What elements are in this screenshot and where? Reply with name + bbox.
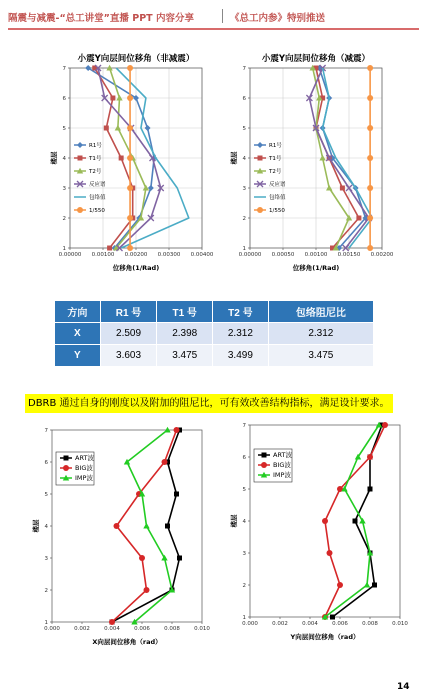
table-header-cell: 包络阻尼比	[268, 301, 373, 323]
data-point	[127, 125, 133, 131]
table-cell: 3.499	[213, 345, 269, 367]
y-axis-label: 楼层	[50, 151, 58, 165]
table-row	[55, 323, 374, 345]
y-tick-label: 7	[242, 423, 246, 429]
table-cell: 2.312	[213, 323, 269, 345]
x-tick-label: 0.008	[362, 621, 378, 627]
y-tick-label: 7	[62, 66, 66, 72]
data-point	[119, 156, 124, 161]
data-point	[177, 556, 182, 561]
x-tick-label: 0.006	[332, 621, 348, 627]
y-tick-label: 6	[62, 96, 66, 102]
data-point	[330, 615, 335, 620]
x-tick-label: 0.00050	[271, 252, 295, 258]
data-point	[368, 487, 373, 492]
damping-ratio-table	[54, 300, 374, 367]
table-cell: 2.509	[100, 323, 157, 345]
y-tick-label: 4	[242, 156, 246, 162]
x-tick-label: 0.00200	[124, 252, 148, 258]
table-header-cell: T1 号	[157, 301, 213, 323]
x-tick-label: 0.00200	[370, 252, 394, 258]
table-header-cell: R1 号	[100, 301, 157, 323]
data-point	[104, 126, 109, 131]
data-point	[367, 185, 373, 191]
y-tick-label: 1	[242, 246, 246, 252]
x-tick-label: 0.000	[242, 621, 258, 627]
legend-label: R1号	[89, 143, 102, 149]
data-point	[337, 582, 343, 588]
chart-svg	[230, 50, 394, 290]
header-left-title: 隔震与减震-“总工讲堂”直播 PPT 内容分享	[8, 13, 194, 24]
y-tick-label: 2	[242, 216, 246, 222]
data-point	[359, 518, 365, 524]
y-tick-label: 4	[44, 524, 48, 530]
legend-label: R1号	[269, 143, 282, 149]
data-point	[115, 125, 121, 131]
data-point	[367, 65, 373, 71]
y-tick-label: 6	[242, 96, 246, 102]
data-point	[356, 216, 361, 221]
legend-label: IMP波	[75, 474, 93, 482]
x-tick-label: 0.00100	[91, 252, 115, 258]
y-tick-label: 2	[44, 588, 48, 594]
chart-title: 小震Y向层间位移角（非减震）	[77, 54, 195, 64]
y-tick-label: 5	[44, 492, 48, 498]
data-point	[382, 422, 388, 428]
legend-label: T1号	[89, 156, 102, 162]
legend-label: T2号	[89, 169, 102, 175]
data-point	[107, 246, 112, 251]
x-tick-label: 0.006	[134, 626, 150, 632]
y-tick-label: 5	[242, 126, 246, 132]
data-point	[364, 582, 370, 588]
table-header-cell: 方向	[55, 301, 101, 323]
legend-label: 包络值	[269, 195, 286, 201]
chart-title: 小震Y向层间位移角（减震）	[261, 54, 371, 64]
data-point	[139, 555, 145, 561]
header-underline	[8, 28, 419, 30]
data-point	[143, 523, 149, 529]
data-point	[353, 519, 358, 524]
table-cell: 2.398	[157, 323, 213, 345]
data-point	[257, 207, 263, 213]
x-tick-label: 0.002	[74, 626, 90, 632]
legend-label: T2号	[269, 169, 282, 175]
data-point	[367, 245, 373, 251]
data-point	[165, 524, 170, 529]
x-tick-label: 0.00150	[337, 252, 361, 258]
data-point	[143, 185, 149, 191]
y-tick-label: 7	[44, 428, 48, 434]
x-tick-label: 0.00300	[157, 252, 181, 258]
table-row	[55, 345, 374, 367]
chart-svg	[228, 415, 408, 655]
data-point	[367, 454, 373, 460]
x-tick-label: 0.00100	[304, 252, 328, 258]
table-header-cell: T2 号	[213, 301, 269, 323]
y-tick-label: 4	[242, 519, 246, 525]
x-tick-label: 0.00400	[190, 252, 214, 258]
legend-label: ART波	[273, 451, 292, 459]
data-point	[161, 555, 167, 561]
data-point	[257, 142, 263, 148]
x-tick-label: 0.008	[164, 626, 180, 632]
header-separator	[222, 9, 223, 23]
legend-label: 1/550	[269, 208, 285, 214]
x-tick-label: 0.004	[302, 621, 318, 627]
data-point	[64, 456, 69, 461]
data-point	[262, 453, 267, 458]
data-point	[367, 155, 373, 161]
y-tick-label: 5	[62, 126, 66, 132]
x-axis-label: Y向层间位移角（rad）	[290, 633, 360, 641]
legend-label: BIG波	[75, 464, 93, 472]
x-tick-label: 0.010	[194, 626, 210, 632]
y-tick-label: 7	[242, 66, 246, 72]
highlight-note: DBRB 通过自身的刚度以及附加的阻尼比，可有效改善结构指标，满足设计要求。	[25, 394, 393, 413]
data-point	[116, 95, 122, 101]
y-axis-label: 楼层	[230, 151, 238, 165]
y-tick-label: 2	[242, 583, 246, 589]
legend-label: 包络值	[89, 195, 106, 201]
data-point	[174, 492, 179, 497]
data-point	[372, 583, 377, 588]
data-point	[367, 95, 373, 101]
x-tick-label: 0.00000	[58, 252, 82, 258]
x-axis-label: X向层间位移角（rad）	[92, 638, 162, 646]
y-tick-label: 1	[44, 620, 48, 626]
data-point	[77, 142, 83, 148]
y-axis-label: 楼层	[230, 514, 238, 528]
legend-label: 反应谱	[89, 182, 106, 188]
y-axis-label: 楼层	[32, 519, 40, 533]
data-point	[162, 459, 168, 465]
x-axis-label: 位移角(1/Rad)	[112, 264, 160, 272]
table-cell: 3.475	[268, 345, 373, 367]
data-point	[63, 465, 69, 471]
y-tick-label: 6	[242, 455, 246, 461]
data-point	[127, 65, 133, 71]
page-number: 14	[397, 682, 410, 692]
data-point	[258, 156, 263, 161]
data-point	[127, 185, 133, 191]
data-point	[174, 427, 180, 433]
legend-label: IMP波	[273, 471, 291, 479]
x-tick-label: 0.000	[44, 626, 60, 632]
data-point	[327, 550, 333, 556]
y-tick-label: 3	[242, 186, 246, 192]
data-point	[127, 215, 133, 221]
chart-drift-damped	[230, 50, 394, 290]
data-point	[326, 185, 332, 191]
x-tick-label: 0.004	[104, 626, 120, 632]
table-cell: 3.475	[157, 345, 213, 367]
x-tick-label: 0.010	[392, 621, 408, 627]
table-cell: 2.312	[268, 323, 373, 345]
data-point	[127, 245, 133, 251]
data-point	[127, 95, 133, 101]
chart-svg	[50, 50, 214, 290]
data-point	[144, 587, 150, 593]
data-point	[110, 96, 115, 101]
y-tick-label: 2	[62, 216, 66, 222]
table-cell: 3.603	[100, 345, 157, 367]
chart-drift-non-damped	[50, 50, 214, 290]
data-point	[367, 125, 373, 131]
y-tick-label: 6	[44, 460, 48, 466]
table-row-label: Y	[55, 345, 101, 367]
data-point	[367, 215, 373, 221]
data-point	[78, 156, 83, 161]
chart-x-drift-waves	[30, 420, 210, 660]
data-point	[109, 619, 115, 625]
data-point	[340, 186, 345, 191]
legend-label: ART波	[75, 454, 94, 462]
data-point	[261, 462, 267, 468]
data-point	[319, 155, 325, 161]
data-point	[114, 523, 120, 529]
y-tick-label: 4	[62, 156, 66, 162]
y-tick-label: 3	[242, 551, 246, 557]
chart-y-drift-waves	[228, 415, 408, 655]
table-row-label: X	[55, 323, 101, 345]
y-tick-label: 5	[242, 487, 246, 493]
data-point	[164, 427, 170, 433]
legend-label: T1号	[269, 156, 282, 162]
x-tick-label: 0.00000	[238, 252, 262, 258]
data-point	[145, 125, 151, 131]
legend-label: BIG波	[273, 461, 291, 469]
data-point	[127, 155, 133, 161]
x-tick-label: 0.002	[272, 621, 288, 627]
y-tick-label: 3	[44, 556, 48, 562]
data-point	[77, 207, 83, 213]
table-header-row	[55, 301, 374, 323]
chart-svg	[30, 420, 210, 660]
legend-label: 1/550	[89, 208, 105, 214]
data-point	[322, 518, 328, 524]
y-tick-label: 1	[242, 615, 246, 621]
y-tick-label: 1	[62, 246, 66, 252]
legend-label: 反应谱	[269, 182, 286, 188]
y-tick-label: 3	[62, 186, 66, 192]
header-right-title: 《总工内参》特别推送	[230, 13, 326, 24]
page-header	[8, 6, 419, 28]
x-axis-label: 位移角(1/Rad)	[292, 264, 340, 272]
